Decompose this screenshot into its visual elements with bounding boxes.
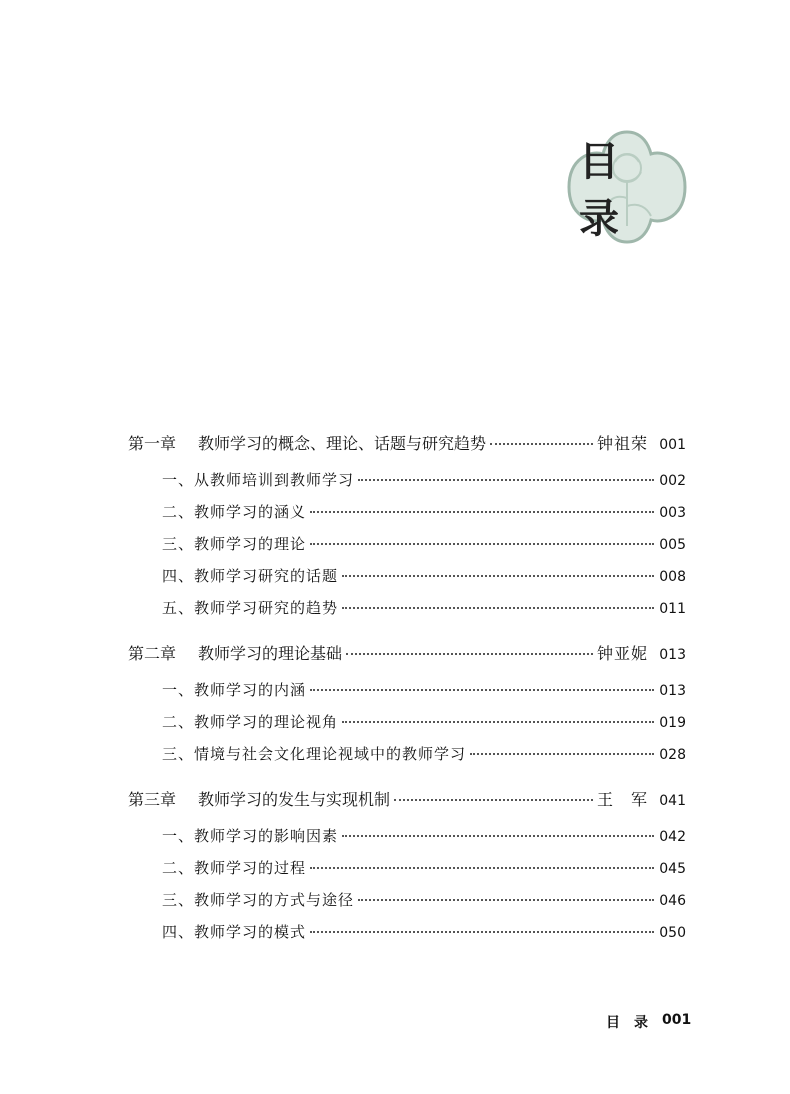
dot-leader — [310, 689, 654, 691]
chapter-title: 教师学习的概念、理论、话题与研究趋势 — [198, 434, 487, 453]
dot-leader — [310, 543, 654, 545]
page-number: 028 — [659, 747, 686, 763]
dot-leader — [342, 835, 654, 837]
page-number: 013 — [659, 647, 686, 663]
dot-leader — [346, 653, 593, 655]
chapter-2 — [128, 638, 686, 770]
section-entry[interactable] — [128, 496, 686, 528]
section-title: 三、教师学习的理论 — [162, 535, 307, 553]
section-entry[interactable] — [128, 916, 686, 948]
page-footer — [606, 1012, 691, 1032]
chapter-entry[interactable] — [128, 638, 686, 670]
section-entry[interactable] — [128, 464, 686, 496]
section-title: 三、情境与社会文化理论视域中的教师学习 — [162, 745, 467, 763]
section-title: 四、教师学习的模式 — [162, 923, 307, 941]
section-entry[interactable] — [128, 592, 686, 624]
footer-label: 目 录 — [606, 1015, 648, 1031]
dot-leader — [358, 899, 654, 901]
section-title: 二、教师学习的过程 — [162, 859, 307, 877]
page-number: 003 — [659, 505, 686, 521]
page-number: 042 — [659, 829, 686, 845]
dot-leader — [310, 931, 654, 933]
page-number: 001 — [659, 437, 686, 453]
footer-page-number: 001 — [662, 1012, 692, 1028]
section-entry[interactable] — [128, 560, 686, 592]
page-number: 050 — [659, 925, 686, 941]
chapter-entry[interactable] — [128, 428, 686, 460]
page-title: 目录 — [579, 139, 637, 242]
page-number: 013 — [659, 683, 686, 699]
section-entry[interactable] — [128, 820, 686, 852]
dot-leader — [342, 721, 654, 723]
section-entry[interactable] — [128, 738, 686, 770]
chapter-number: 第一章 — [128, 434, 177, 453]
dot-leader — [358, 479, 654, 481]
page-number: 002 — [659, 473, 686, 489]
section-title: 一、教师学习的影响因素 — [162, 827, 339, 845]
dot-leader — [310, 511, 654, 513]
section-title: 二、教师学习的涵义 — [162, 503, 307, 521]
page-number: 045 — [659, 861, 686, 877]
chapter-number: 第三章 — [128, 790, 177, 809]
section-title: 一、教师学习的内涵 — [162, 681, 307, 699]
page-number: 041 — [659, 793, 686, 809]
section-entry[interactable] — [128, 674, 686, 706]
dot-leader — [310, 867, 654, 869]
chapter-number: 第二章 — [128, 644, 177, 663]
table-of-contents — [128, 428, 686, 962]
page-number: 019 — [659, 715, 686, 731]
section-entry[interactable] — [128, 706, 686, 738]
dot-leader — [490, 443, 593, 445]
section-title: 一、从教师培训到教师学习 — [162, 471, 355, 489]
toc-title-badge — [565, 128, 689, 246]
dot-leader — [470, 753, 654, 755]
section-title: 二、教师学习的理论视角 — [162, 713, 339, 731]
chapter-entry[interactable] — [128, 784, 686, 816]
chapter-author: 王 军 — [596, 790, 648, 809]
dot-leader — [342, 575, 654, 577]
page-number: 005 — [659, 537, 686, 553]
chapter-title: 教师学习的理论基础 — [198, 644, 343, 663]
section-entry[interactable] — [128, 852, 686, 884]
dot-leader — [394, 799, 593, 801]
chapter-title: 教师学习的发生与实现机制 — [198, 790, 391, 809]
chapter-author: 钟亚妮 — [596, 644, 648, 663]
page-number: 011 — [659, 601, 686, 617]
chapter-3 — [128, 784, 686, 948]
chapter-author: 钟祖荣 — [596, 434, 648, 453]
section-title: 三、教师学习的方式与途径 — [162, 891, 355, 909]
section-title: 四、教师学习研究的话题 — [162, 567, 339, 585]
page-number: 008 — [659, 569, 686, 585]
section-title: 五、教师学习研究的趋势 — [162, 599, 339, 617]
section-entry[interactable] — [128, 528, 686, 560]
dot-leader — [342, 607, 654, 609]
page-number: 046 — [659, 893, 686, 909]
chapter-1 — [128, 428, 686, 624]
section-entry[interactable] — [128, 884, 686, 916]
